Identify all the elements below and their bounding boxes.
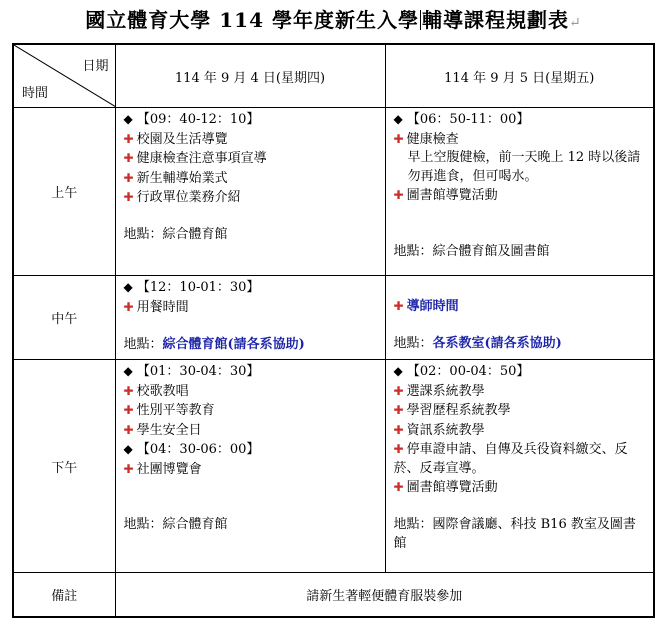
morning-day1-item: 健康檢查注意事項宣導	[136, 151, 267, 166]
title-part1: 國立體育大學 114 學年度新生入學	[85, 8, 419, 32]
afternoon-day2-location: 地點：國際會議廳、科技 B16 教室及圖書館	[393, 517, 636, 551]
arrow-bullet-icon: ✚	[393, 403, 404, 417]
morning-day2-cell	[385, 108, 654, 276]
morning-day1-item: 行政單位業務介紹	[136, 190, 241, 205]
morning-label: 上午	[13, 108, 115, 276]
arrow-bullet-icon: ✚	[123, 190, 134, 204]
noon-day1-time: 【12：10-01：30】	[136, 280, 260, 295]
arrow-bullet-icon: ✚	[123, 299, 134, 314]
arrow-bullet-icon: ✚	[123, 151, 134, 165]
arrow-bullet-icon: ✚	[123, 131, 134, 146]
afternoon-row	[13, 360, 654, 573]
morning-day2-item: 圖書館導覽活動	[406, 188, 498, 203]
morning-day2-time: 【06：50-11：00】	[406, 112, 530, 127]
page-title	[0, 4, 667, 33]
arrow-bullet-icon: ✚	[393, 480, 404, 494]
corner-date-label: 日期	[82, 59, 109, 74]
diamond-bullet-icon: ◆	[123, 112, 133, 126]
arrow-bullet-icon: ✚	[123, 422, 134, 437]
afternoon-day1-location: 地點：綜合體育館	[123, 517, 228, 532]
afternoon-day2-item: 停車證申請、自傳及兵役資料繳交、反菸、反毒宣導。	[393, 442, 628, 476]
diamond-bullet-icon: ◆	[393, 112, 403, 126]
day1-header: 114 年 9 月 4 日(星期四)	[115, 44, 385, 108]
noon-day2-location: 各系教室(請各系協助)	[432, 335, 562, 351]
afternoon-day2-item: 選課系統教學	[406, 383, 485, 399]
title-part2: 輔導課程規劃表	[421, 8, 569, 32]
afternoon-label: 下午	[13, 360, 115, 573]
morning-day1-time: 【09：40-12：10】	[136, 112, 260, 127]
afternoon-day1-item: 學生安全日	[136, 422, 202, 438]
paragraph-mark: ↵	[568, 15, 582, 31]
afternoon-day2-item: 學習歷程系統教學	[406, 403, 511, 418]
arrow-bullet-icon: ✚	[393, 298, 404, 313]
noon-day2-item: 導師時間	[406, 298, 459, 314]
schedule-table	[12, 43, 655, 618]
arrow-bullet-icon: ✚	[393, 383, 404, 398]
afternoon-day1-item: 校歌教唱	[136, 383, 189, 399]
diamond-bullet-icon: ◆	[393, 364, 403, 378]
morning-day1-item: 新生輔導始業式	[136, 170, 228, 186]
text-cursor	[420, 10, 421, 30]
noon-day2-location-label: 地點：	[393, 335, 433, 351]
noon-day1-item: 用餐時間	[136, 299, 189, 315]
diamond-bullet-icon: ◆	[123, 442, 133, 456]
afternoon-day1-cell	[115, 360, 385, 573]
noon-label: 中午	[13, 276, 115, 360]
noon-day1-location: 綜合體育館(請各系協助)	[162, 336, 305, 352]
afternoon-day2-cell	[385, 360, 654, 573]
arrow-bullet-icon: ✚	[123, 170, 134, 185]
diamond-bullet-icon: ◆	[123, 280, 133, 294]
diamond-bullet-icon: ◆	[123, 364, 133, 378]
afternoon-day1-time2: 【04：30-06：00】	[136, 442, 260, 457]
noon-day2-cell	[385, 276, 654, 360]
corner-time-label: 時間	[22, 86, 49, 101]
morning-day1-cell	[115, 108, 385, 276]
morning-day2-item: 健康檢查	[406, 131, 459, 147]
noon-row	[13, 276, 654, 360]
morning-day1-location: 地點：綜合體育館	[123, 227, 228, 242]
morning-row	[13, 108, 654, 276]
noon-day1-cell	[115, 276, 385, 360]
remarks-text: 請新生著輕便體育服裝參加	[115, 573, 654, 617]
remarks-row	[13, 573, 654, 617]
morning-day2-location: 地點：綜合體育館及圖書館	[393, 243, 550, 259]
afternoon-day2-item: 資訊系統教學	[406, 422, 485, 438]
arrow-bullet-icon: ✚	[393, 131, 404, 146]
morning-day1-item: 校園及生活導覽	[136, 131, 228, 147]
afternoon-day1-time1: 【01：30-04：30】	[136, 364, 260, 379]
arrow-bullet-icon: ✚	[393, 442, 404, 456]
header-row	[13, 44, 654, 108]
noon-day1-location-label: 地點：	[123, 336, 163, 352]
arrow-bullet-icon: ✚	[123, 461, 134, 476]
afternoon-day2-time: 【02：00-04：50】	[406, 364, 530, 379]
morning-day2-detail: 早上空腹健檢，前一天晚上 12 時以後請勿再進食，但可喝水。	[407, 150, 641, 184]
arrow-bullet-icon: ✚	[123, 383, 134, 398]
arrow-bullet-icon: ✚	[393, 422, 404, 437]
corner-cell	[13, 44, 115, 108]
arrow-bullet-icon: ✚	[393, 188, 404, 202]
afternoon-day2-item: 圖書館導覽活動	[406, 480, 498, 495]
arrow-bullet-icon: ✚	[123, 403, 134, 417]
afternoon-day1-item: 性別平等教育	[136, 403, 215, 418]
remarks-label: 備註	[13, 573, 115, 617]
day2-header: 114 年 9 月 5 日(星期五)	[385, 44, 654, 108]
afternoon-day1-item: 社團博覽會	[136, 461, 202, 477]
